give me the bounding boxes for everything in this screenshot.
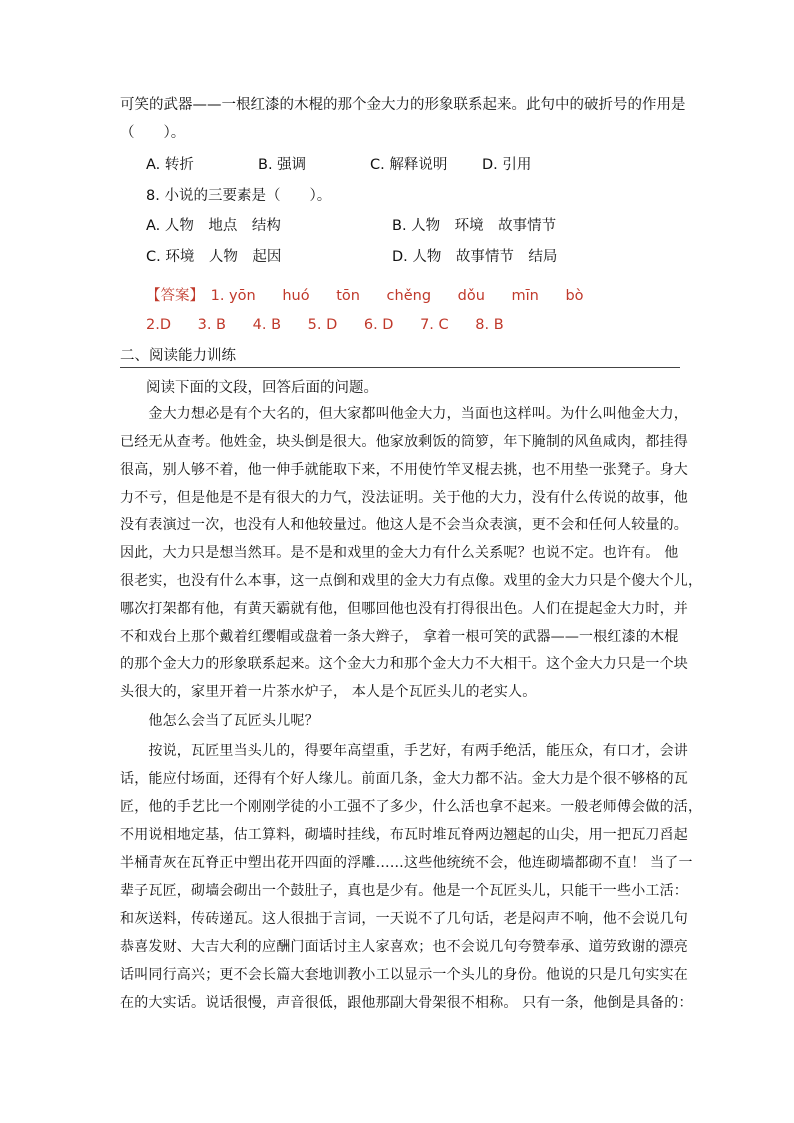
answer-item: 3. B	[197, 317, 227, 333]
option-c: C. 解释说明	[370, 157, 448, 173]
passage-line: 很老实，也没有什么本事，这一点倒和戏里的金大力有点像。戏里的金大力只是个傻大个儿，	[120, 573, 703, 589]
answer-label: 【答案】	[146, 288, 204, 304]
passage-line: 恭喜发财、大吉大利的应酬门面话讨主人家喜欢；也不会说几句夸赞奉承、道劳致谢的漂亮	[120, 939, 688, 955]
passage-line: 话，能应付场面，还得有个好人缘儿。前面几条，金大力都不沾。金大力是个很不够格的瓦	[120, 771, 688, 787]
question-tail-line1: 可笑的武器——一根红漆的木棍的那个金大力的形象联系起来。此句中的破折号的作用是	[120, 97, 686, 113]
question8-stem: 8. 小说的三要素是（ ）。	[146, 188, 332, 204]
q8-option-a: A. 人物 地点 结构	[146, 218, 281, 234]
passage-line: 已经无从查考。他姓金，块头倒是很大。他家放剩饭的筒箩，年下腌制的风鱼咸肉，都挂得	[120, 434, 688, 450]
passage-line: 半桶青灰在瓦脊正中塑出花开四面的浮雕……这些他统统不会，他连砌墙都砌不直！ 当了一	[120, 855, 693, 871]
option-a: A. 转折	[146, 157, 194, 173]
passage-line: 不和戏台上那个戴着红缨帽或盘着一条大辫子， 拿着一根可笑的武器——一根红漆的木棍	[120, 629, 679, 645]
question-tail-line2: （ ）。	[120, 125, 186, 141]
answer-item: tōn	[336, 288, 360, 304]
passage-line: 不用说相地定基，估工算料，砌墙时挂线，布瓦时堆瓦脊两边翘起的山尖，用一把瓦刀舀起	[120, 827, 688, 843]
q8-option-d: D. 人物 故事情节 结局	[392, 249, 558, 265]
section-instruction: 阅读下面的文段，回答后面的问题。	[146, 380, 378, 396]
answer-item: chěng	[386, 288, 432, 304]
passage-line: 的那个金大力的形象联系起来。这个金大力和那个金大力不大相干。这个金大力只是一个块	[120, 656, 688, 672]
passage-line: 按说，瓦匠里当头儿的，得要年高望重，手艺好，有两手绝活，能压众，有口才，会讲	[120, 743, 688, 759]
answer-item: bò	[565, 288, 584, 304]
answer-item: 4. B	[252, 317, 282, 333]
q8-option-b: B. 人物 环境 故事情节	[392, 218, 557, 234]
answer-item: 2.D	[146, 317, 171, 333]
passage-line: 因此，大力只是想当然耳。是不是和戏里的金大力有什么关系呢？也说不定。也许有。 他	[120, 545, 679, 561]
passage-line: 匠，他的手艺比一个刚刚学徒的小工强不了多少，什么活也拿不起来。一般老师傅会做的活，	[120, 799, 703, 815]
passage-line: 哪次打架都有他，有黄天霸就有他，但哪回他也没有打得很出色。人们在提起金大力时，并	[120, 601, 688, 617]
answer-item: 6. D	[363, 317, 394, 333]
passage-line: 没有表演过一次，也没有人和他较量过。他这人是不会当众表演，更不会和任何人较量的。	[120, 517, 688, 533]
answer-item: 7. C	[420, 317, 449, 333]
passage-line: 话叫同行高兴；更不会长篇大套地训教小工以显示一个头儿的身份。他说的只是几句实实在	[120, 967, 688, 983]
answer-row2	[146, 317, 526, 333]
passage-question: 他怎么会当了瓦匠头儿呢？	[120, 713, 319, 729]
passage-line: 金大力想必是有个大名的，但大家都叫他金大力，当面也这样叫。为什么叫他金大力，	[120, 406, 688, 422]
answer-item: 1. yōn	[210, 288, 256, 304]
passage-line: 力不亏，但是他是不是有很大的力气，没法证明。关于他的大力，没有什么传说的故事，他	[120, 490, 688, 506]
passage-line: 很高，别人够不着，他一伸手就能取下来，不用使竹竿叉棍去挑，也不用垫一张凳子。身大	[120, 462, 688, 478]
answer-item: dǒu	[457, 288, 485, 304]
passage-line: 在的大实话。说话很慢，声音很低，跟他那副大骨架很不相称。 只有一条，他倒是具备的：	[120, 995, 693, 1011]
answer-item: huó	[282, 288, 310, 304]
answer-item: 8. B	[475, 317, 504, 333]
option-b: B. 强调	[258, 157, 307, 173]
section-title: 二、阅读能力训练	[120, 344, 680, 368]
passage-line: 头很大的，家里开着一片茶水炉子， 本人是个瓦匠头儿的老实人。	[120, 684, 537, 700]
answer-row1	[146, 284, 606, 305]
passage-line: 和灰送料，传砖递瓦。这人很拙于言词，一天说不了几句话，老是闷声不响，他不会说几句	[120, 911, 688, 927]
answer-item: 5. D	[307, 317, 338, 333]
q8-option-c: C. 环境 人物 起因	[146, 249, 282, 265]
option-d: D. 引用	[482, 157, 532, 173]
answer-item: mīn	[511, 288, 539, 304]
passage-line: 辈子瓦匠，砌墙会砌出一个鼓肚子，真也是少有。他是一个瓦匠头儿，只能干一些小工活：	[120, 883, 688, 899]
